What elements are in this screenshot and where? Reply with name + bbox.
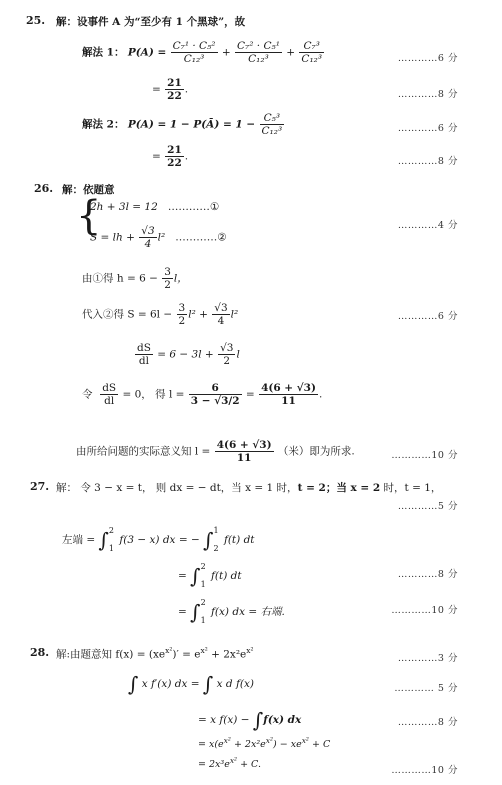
q25-r2-points: …………8 分 — [397, 156, 458, 167]
q25-r1-points: …………8 分 — [397, 89, 458, 100]
q25-method1-label: 解法 1： — [82, 46, 125, 59]
q25-result1: = $\frac{21}{22}$ . — [152, 77, 189, 103]
q28-s5-points: …………10 分 — [391, 765, 458, 776]
q25-intro: 解：设事件 A 为“至少有 1 个黑球”，故 — [56, 16, 246, 28]
q28-step3: = x f(x) − ∫f(x) dx — [198, 708, 302, 732]
q27-step3: = ∫ 2 1 f(x) dx = 右端. — [178, 598, 285, 625]
q25-method2-label: 解法 2： — [82, 118, 125, 131]
q26-concl-points: …………10 分 — [391, 450, 458, 461]
q27-substitution: 解： 令 3 − x = t， 则 dx = − dt，当 x = 1 时，t = 2；当 x = 2 时，t = 1， — [56, 482, 442, 494]
q25-m1-frac2: $\frac{\text{C₇² · C₅¹}}{\text{C₁₂³}}$ — [237, 40, 280, 66]
q26-from1: 由①得 h = 6 − $\frac{3}{2}$ l， — [82, 266, 188, 292]
q26-eq2: S = lh + $\frac{√3}{4}$ l² …………② — [90, 225, 227, 251]
q26-conclusion: 由所给问题的实际意义知 l = $\frac{4(6 + √3)}{11}$ （米）即为所求. — [76, 439, 355, 465]
q26-substitute: 代入②得 S = 6l − $\frac{3}{2}$ l² + $\frac{√3}{4}$ l² — [82, 302, 239, 328]
q27-number: 27. — [30, 480, 50, 493]
q26-sys-points: …………4 分 — [397, 220, 458, 231]
q25-method1: 解法 1： P(A) = $\frac{\text{C₇¹ · C₅²}}{\text{C₁₂³}}$ + $\frac{\text{C₇² · C₅¹}}{\text{C₁₂³}}$ + $\frac{\text{C₇³}}{\text{C₁₂³}}$ — [82, 40, 323, 66]
q25-m2-points: …………6 分 — [397, 123, 458, 134]
q25-m1-frac1: $\frac{\text{C₇¹ · C₅²}}{\text{C₁₂³}}$ — [172, 40, 216, 66]
q28-s2-points: ………… 5 分 — [394, 683, 458, 694]
q25-m1-points: …………6 分 — [397, 53, 458, 64]
q25-result2: = $\frac{21}{22}$ . — [152, 144, 189, 170]
q27-s2-points: …………8 分 — [397, 569, 458, 580]
q26-intro: 解：依题意 — [62, 184, 115, 196]
q26-sub-points: …………6 分 — [397, 311, 458, 322]
q26-eq1: 2h + 3l = 12 …………① — [90, 201, 220, 213]
q25-m2-lhs: P(A) = 1 − P(Ā) = 1 − — [127, 118, 256, 131]
q28-s3-points: …………8 分 — [397, 717, 458, 728]
q27-step2: = ∫ 2 1 f(t) dt — [178, 562, 242, 589]
system-brace: { — [76, 193, 102, 239]
q28-step5: = $2x^3e^{x^2} + C$. — [198, 756, 262, 771]
q28-number: 28. — [30, 646, 50, 659]
q28-line1-points: …………3 分 — [397, 653, 458, 664]
q27-line1-points: …………5 分 — [397, 501, 458, 512]
q27-s3-points: …………10 分 — [391, 605, 458, 616]
q28-step4: = $x(e^{x^2} + 2x^2e^{x^2}) - xe^{x^2} + C$ — [198, 736, 331, 751]
q28-derivative: 解:由题意知 $f(x) = (xe^{x^2})' = e^{x^2} + 2x^2e^{x^2}$ — [56, 646, 254, 661]
q25-method2: 解法 2： P(A) = 1 − P(Ā) = 1 − $\frac{\text{C₅³}}{\text{C₁₂³}}$ — [82, 112, 283, 138]
q25-m1-frac3: $\frac{\text{C₇³}}{\text{C₁₂³}}$ — [301, 40, 323, 66]
q26-let: 令 $\frac{dS}{dl}$ = 0， 得 l = $\frac{6}{3 - √3/2}$ = $\frac{4(6 + √3)}{11}$ . — [82, 382, 323, 408]
q28-step2: ∫ x f′(x) dx = ∫ x d f(x) — [128, 672, 254, 696]
q27-left-side: 左端 = ∫ 2 1 f(3 − x) dx = − ∫ 1 2 f(t) dt — [62, 526, 255, 553]
q26-derivative: $\frac{dS}{dl}$ = 6 − 3l + $\frac{√3}{2}$ l — [137, 342, 240, 368]
q26-number: 26. — [34, 182, 54, 195]
q25-number: 25. — [26, 14, 46, 27]
q25-m1-lhs: P(A) = — [127, 46, 167, 59]
